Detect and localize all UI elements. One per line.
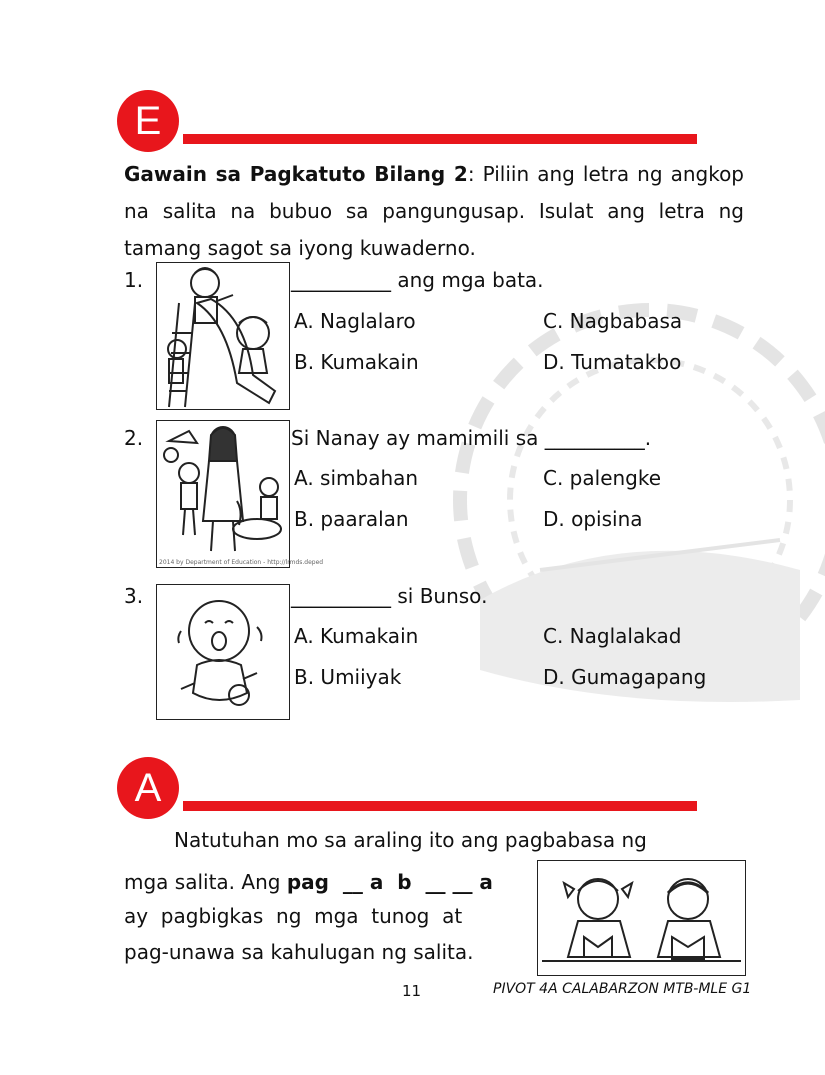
section-a-badge: A — [117, 757, 179, 819]
abstraction-line-2 — [124, 864, 524, 901]
item-3-option-b: B. Umiiyak — [294, 665, 402, 689]
page-number: 11 — [402, 982, 422, 1000]
kids-slide-icon — [157, 263, 289, 409]
task-title: Gawain sa Pagkatuto Bilang 2 — [124, 162, 468, 186]
item-2-option-a: A. simbahan — [294, 466, 419, 490]
item-2-option-d: D. opisina — [543, 507, 643, 531]
market-mother-icon — [157, 421, 289, 567]
item-1-option-b: B. Kumakain — [294, 350, 419, 374]
abstraction-line-1: Natutuhan mo sa araling ito ang pagbabasa ng — [174, 828, 647, 852]
item-3-option-d: D. Gumagapang — [543, 665, 707, 689]
section-e-bar — [183, 134, 697, 144]
crying-baby-icon — [157, 585, 289, 719]
item-3-sentence: __________ si Bunso. — [291, 584, 488, 608]
item-2-credit: 2014 by Department of Education - http://lrmds.deped — [159, 559, 324, 566]
item-3-picture — [156, 584, 290, 720]
section-e-badge: E — [117, 90, 179, 152]
item-1-option-a: A. Naglalaro — [294, 309, 416, 333]
task-instructions-text: : Piliin ang letra ng angkop na salita na bubuo sa pangungusap. Isulat ang letra ng tamang sagot sa iyong kuwaderno. — [124, 162, 745, 260]
item-2-number: 2. — [124, 426, 144, 450]
item-3-number: 3. — [124, 584, 144, 608]
item-1-option-d: D. Tumatakbo — [543, 350, 682, 374]
item-1-sentence: __________ ang mga bata. — [291, 268, 544, 292]
section-a-bar — [183, 801, 697, 811]
item-1-number: 1. — [124, 268, 144, 292]
reading-children-icon — [538, 861, 745, 975]
abstraction-line-3: ay pagbigkas ng mga tunog at — [124, 904, 463, 928]
reading-kids-picture — [537, 860, 746, 976]
section-a-header — [117, 757, 702, 817]
abstraction-line-4: pag-unawa sa kahulugan ng salita. — [124, 940, 474, 964]
task-instructions — [124, 156, 744, 267]
item-1-option-c: C. Nagbabasa — [543, 309, 683, 333]
item-2-option-b: B. paaralan — [294, 507, 409, 531]
footer-label: PIVOT 4A CALABARZON MTB-MLE G1 — [493, 981, 752, 997]
abstraction-line-2-prefix: mga salita. Ang — [124, 870, 287, 894]
item-1-picture — [156, 262, 290, 410]
item-3-option-c: C. Naglalakad — [543, 624, 682, 648]
item-2-picture — [156, 420, 324, 568]
item-3-option-a: A. Kumakain — [294, 624, 419, 648]
watermark-seal — [420, 270, 810, 720]
item-2-option-c: C. palengke — [543, 466, 662, 490]
item-2-sentence: Si Nanay ay mamimili sa __________. — [291, 426, 652, 450]
section-e-header — [117, 90, 702, 150]
abstraction-word-puzzle: pag __ a b __ __ a — [286, 870, 493, 894]
